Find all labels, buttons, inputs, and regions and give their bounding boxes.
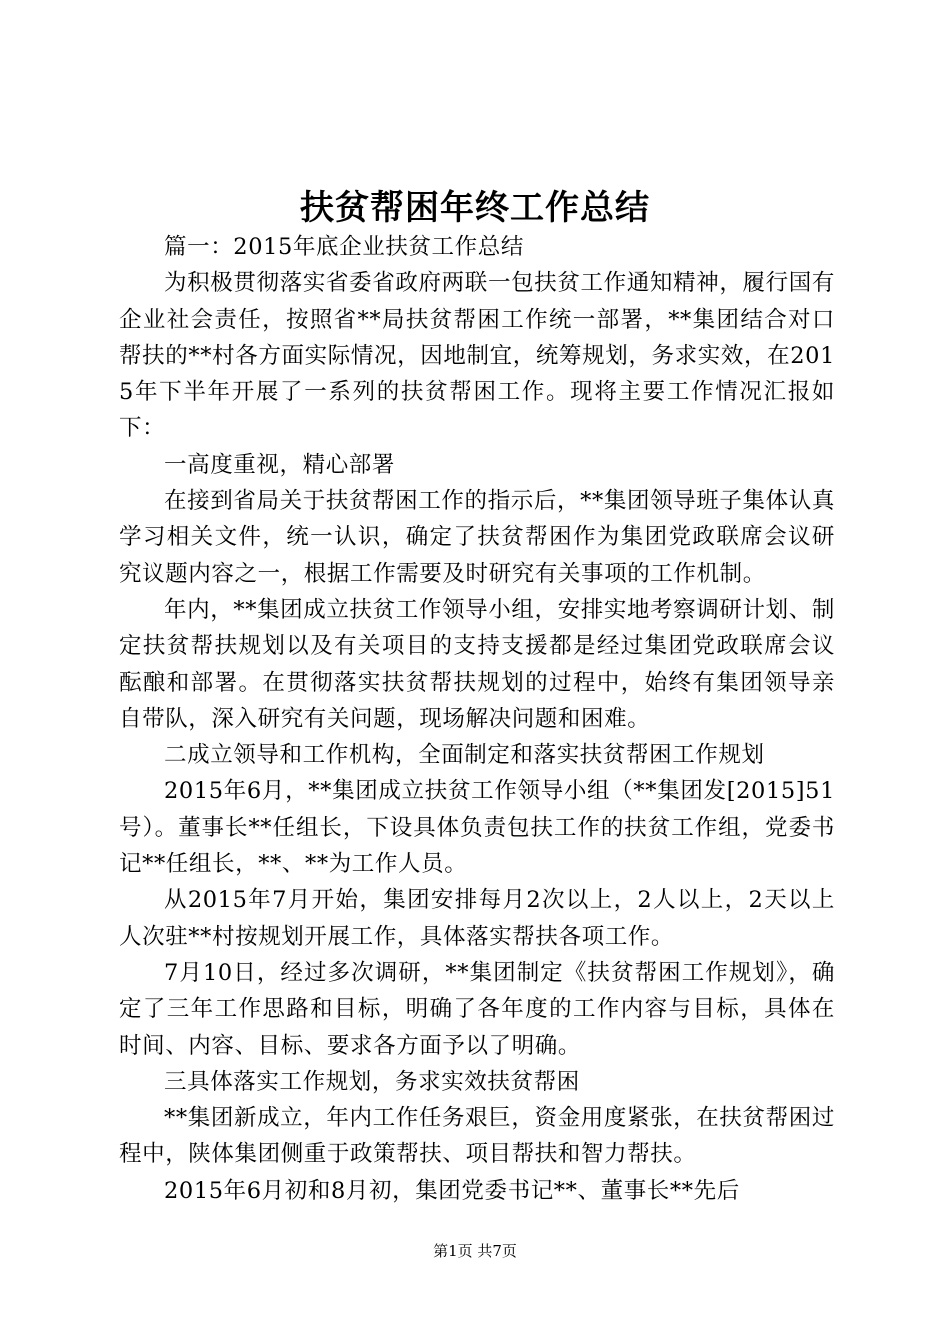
- paragraph: 年内，**集团成立扶贫工作领导小组，安排实地考察调研计划、制定扶贫帮扶规划以及有关项目的支持支援都是经过集团党政联席会议酝酿和部署。在贯彻落实扶贫帮扶规划的过程中，始终有集团领导亲自带队，深入研究有关问题，现场解决问题和困难。: [119, 596, 835, 732]
- paragraph: 在接到省局关于扶贫帮困工作的指示后，**集团领导班子集体认真学习相关文件，统一认识，确定了扶贫帮困作为集团党政联席会议研究议题内容之一，根据工作需要及时研究有关事项的工作机制。: [119, 488, 835, 587]
- paragraph-heading: 二成立领导和工作机构，全面制定和落实扶贫帮困工作规划: [164, 742, 765, 769]
- page-number-footer: 第1页 共7页: [433, 1242, 517, 1260]
- document-body: [119, 229, 835, 1209]
- paragraph: **集团新成立，年内工作任务艰巨，资金用度紧张，在扶贫帮困过程中，陕体集团侧重于政策帮扶、项目帮扶和智力帮扶。: [119, 1105, 835, 1168]
- paragraph: 从2015年7月开始，集团安排每月2次以上，2人以上，2天以上人次驻**村按规划开展工作，具体落实帮扶各项工作。: [119, 887, 835, 950]
- paragraph-section-heading: 篇一：2015年底企业扶贫工作总结: [164, 234, 524, 260]
- paragraph-heading: 三具体落实工作规划，务求实效扶贫帮困: [164, 1068, 580, 1095]
- paragraph: 2015年6月，**集团成立扶贫工作领导小组（**集团发[2015]51号）。董事长**任组长，下设具体负责包扶工作的扶贫工作组，党委书记**任组长，**、**为工作人员。: [119, 778, 835, 878]
- paragraph: 7月10日，经过多次调研，**集团制定《扶贫帮困工作规划》，确定了三年工作思路和目标，明确了各年度的工作内容与目标，具体在时间、内容、目标、要求各方面予以了明确。: [119, 959, 835, 1059]
- paragraph: 为积极贯彻落实省委省政府两联一包扶贫工作通知精神，履行国有企业社会责任，按照省**局扶贫帮困工作统一部署，**集团结合对口帮扶的**村各方面实际情况，因地制宜，统筹规划，务求实效，在2015年下半年开展了一系列的扶贫帮困工作。现将主要工作情况汇报如下：: [119, 270, 835, 442]
- paragraph-heading: 一高度重视，精心部署: [164, 451, 396, 478]
- document-title: 扶贫帮困年终工作总结: [300, 188, 650, 228]
- paragraph: 2015年6月初和8月初，集团党委书记**、董事长**先后: [164, 1177, 740, 1204]
